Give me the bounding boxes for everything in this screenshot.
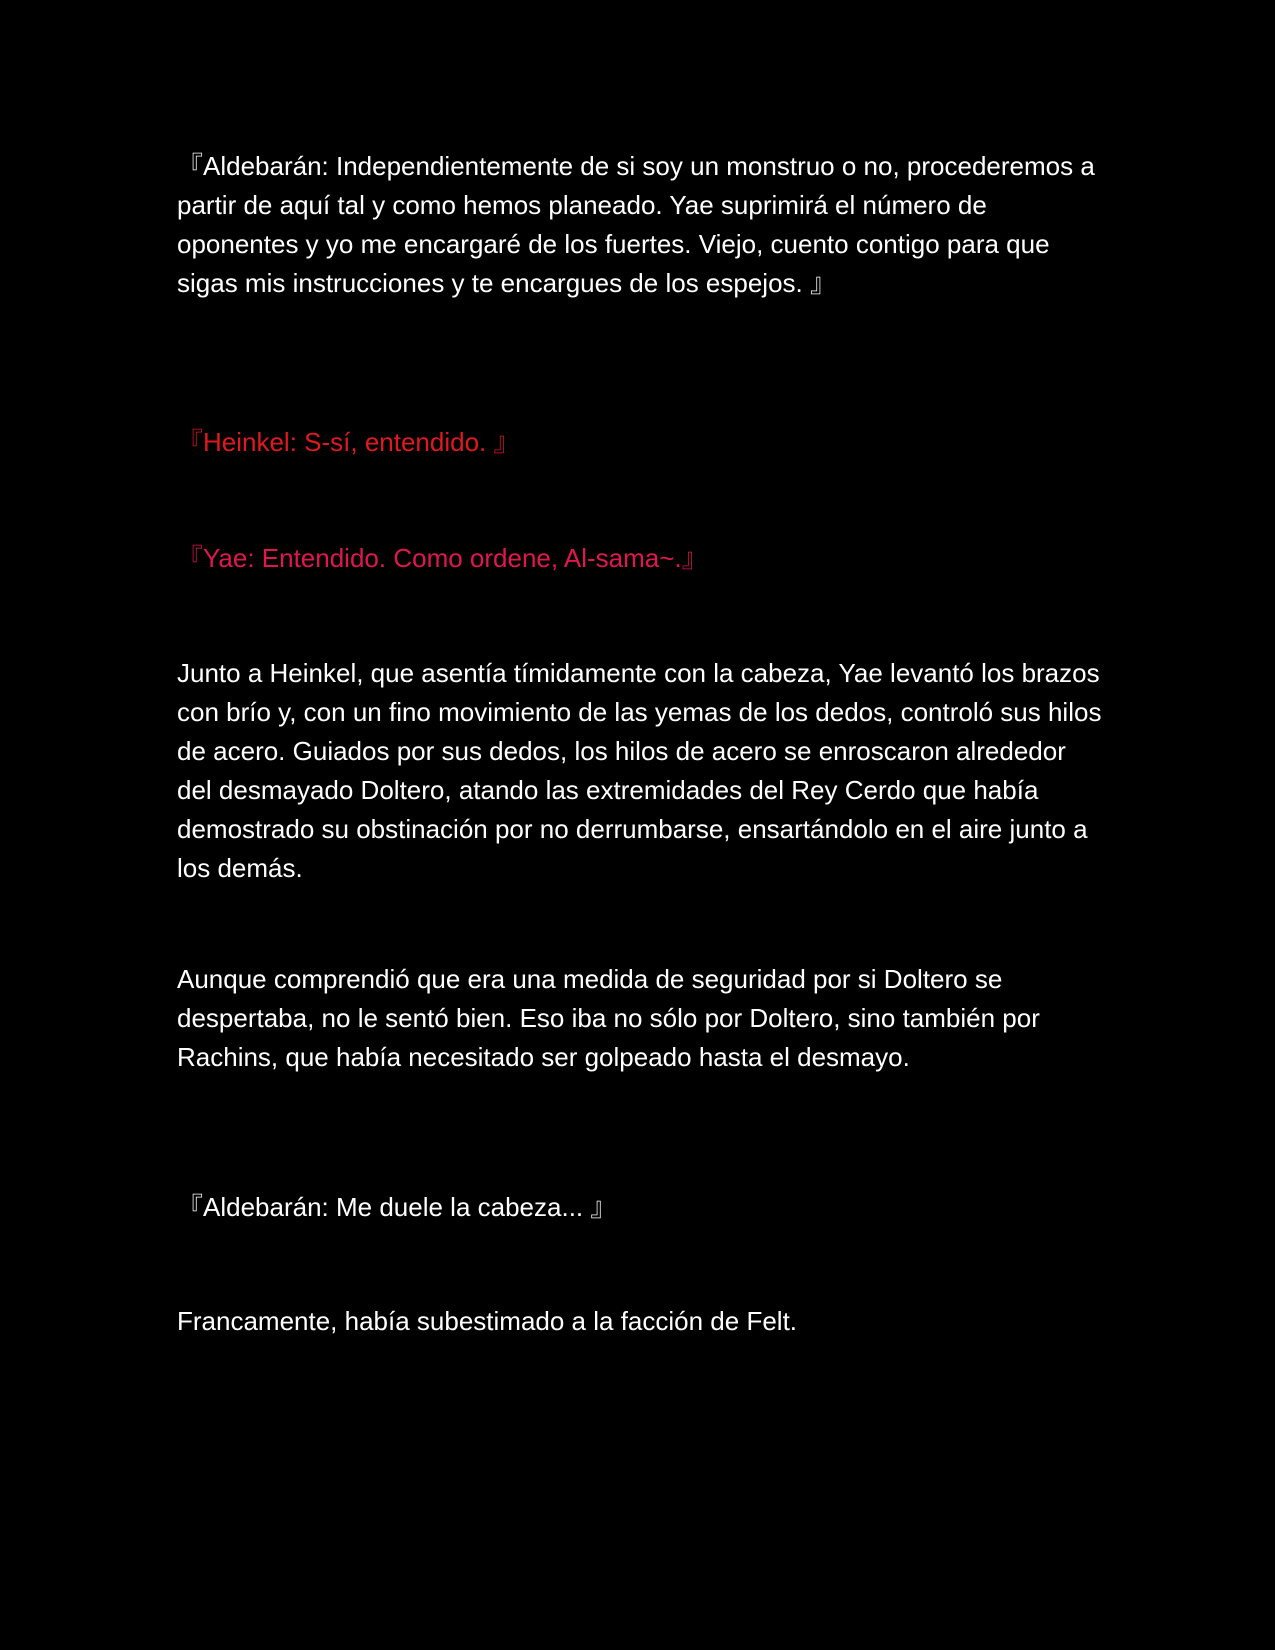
narration-paragraph-steel-threads: Junto a Heinkel, que asentía tímidamente con la cabeza, Yae levantó los brazos con brío y, con un fino movimiento de las yemas de los dedos, controló sus hilos de acero. Guiados por sus dedos, los hilos de acero se enroscaron alrededor del desmayado Doltero, atando las extremidades del Rey Cerdo que había demostrado su obstinación por no derrumbarse, ensartándolo en el aire junto a los demás. (177, 658, 1102, 883)
aldebaran-dialogue-plan: 『Aldebarán: Independientemente de si soy un monstruo o no, procederemos a partir de aquí tal y como hemos planeado. Yae suprimirá el número de oponentes y yo me encargaré de los fuertes. Viejo, cuento contigo para que sigas mis instrucciones y te encargues de los espejos. 』 (177, 151, 1095, 298)
yae-dialogue: 『Yae: Entendido. Como ordene, Al-sama~.』 (177, 543, 708, 573)
narration-paragraph-felt-faction: Francamente, había subestimado a la facción de Felt. (177, 1306, 798, 1336)
heinkel-dialogue: 『Heinkel: S-sí, entendido. 』 (177, 427, 520, 457)
narration-paragraph-safety-measure: Aunque comprendió que era una medida de seguridad por si Doltero se despertaba, no le sentó bien. Eso iba no sólo por Doltero, sino también por Rachins, que había necesitado ser golpeado hasta el desmayo. (177, 964, 1040, 1072)
aldebaran-dialogue-headache: 『Aldebarán: Me duele la cabeza... 』 (177, 1192, 617, 1222)
